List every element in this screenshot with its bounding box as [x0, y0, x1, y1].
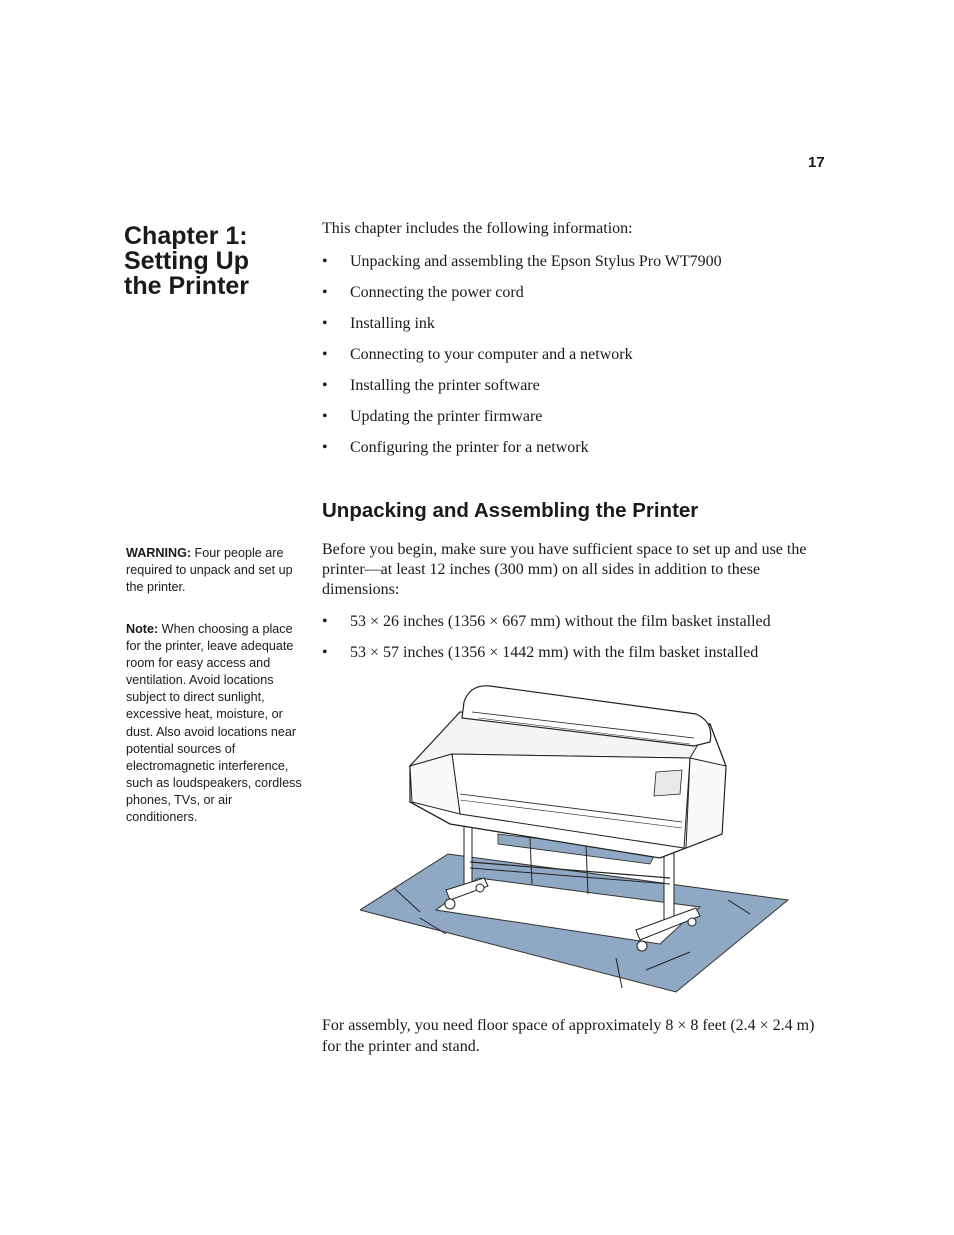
printer-on-stand-icon [360, 682, 792, 994]
chapter-topics-list [322, 252, 722, 469]
floor-space-paragraph: For assembly, you need floor space of approximately 8 × 8 feet (2.4 × 2.4 m) for the printer and stand. [322, 1017, 815, 1055]
chapter-title-line-1: Chapter 1: [124, 222, 248, 250]
list-item: • 53 × 26 inches (1356 × 667 mm) without the film basket installed [322, 612, 771, 643]
note-label: Note: [126, 622, 159, 636]
list-item: • 53 × 57 inches (1356 × 1442 mm) with the film basket installed [322, 643, 771, 674]
warning-label: WARNING: [126, 546, 192, 560]
printer-clearance-figure [360, 682, 792, 999]
note-text: When choosing a place for the printer, leave adequate room for easy access and ventilation. Avoid locations subject to direct sunlight, excessive heat, moisture, or dust. Also avoid locations near potential sources of electromagnetic interference, such as loudspeakers, cordless phones, TVs, or air conditioners. [126, 622, 302, 825]
section-heading: Unpacking and Assembling the Printer [322, 499, 699, 522]
chapter-title [124, 224, 304, 299]
list-item: • Unpacking and assembling the Epson Stylus Pro WT7900 [322, 252, 722, 283]
list-item: • Installing ink [322, 314, 722, 345]
chapter-title-line-2: Setting Up [124, 247, 249, 275]
list-item: • Installing the printer software [322, 376, 722, 407]
control-panel [654, 770, 682, 796]
placement-note [126, 621, 306, 826]
chapter-title-line-3: the Printer [124, 272, 250, 300]
space-requirements-paragraph: Before you begin, make sure you have sufficient space to set up and use the printer—at least 12 inches (300 mm) on all sides in addition to these dimensions: [322, 541, 807, 598]
intro-text: This chapter includes the following information: [322, 220, 633, 237]
warning-note [126, 545, 306, 596]
page-number: 17 [808, 154, 825, 171]
list-item: • Connecting the power cord [322, 283, 722, 314]
dimensions-list [322, 612, 771, 674]
list-item: • Updating the printer firmware [322, 407, 722, 438]
list-item: • Connecting to your computer and a network [322, 345, 722, 376]
warning-text: Four people are required to unpack and set up the printer. [126, 546, 293, 595]
list-item: • Configuring the printer for a network [322, 438, 722, 469]
